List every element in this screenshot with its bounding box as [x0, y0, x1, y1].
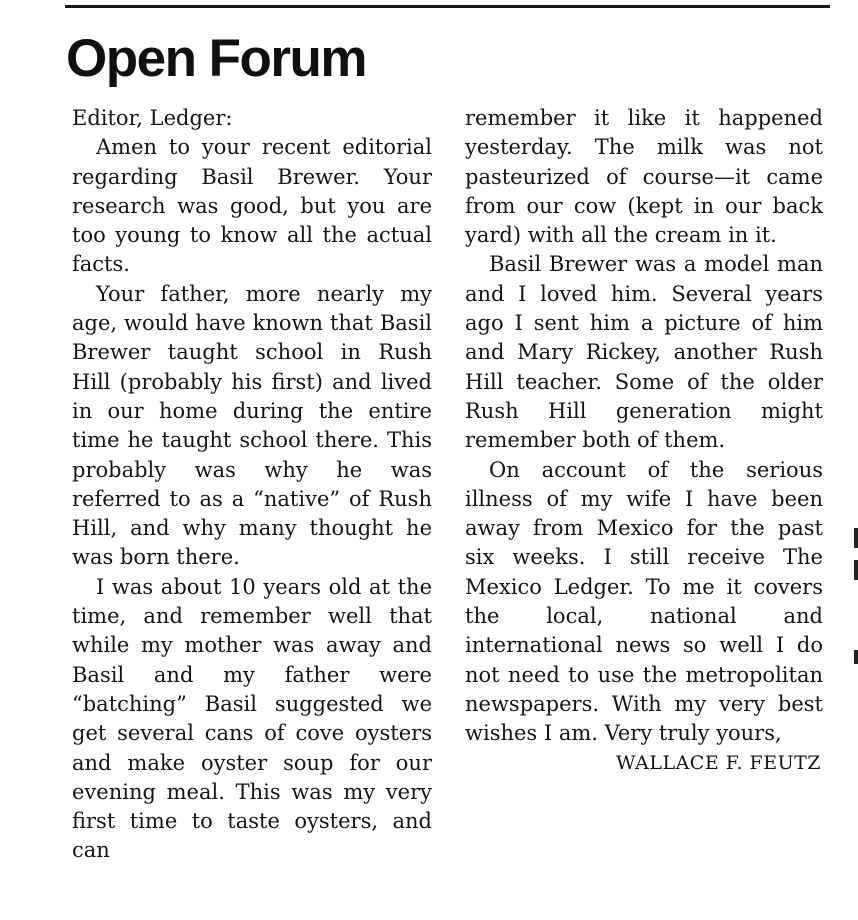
- salutation: Editor, Ledger:: [72, 106, 233, 130]
- paragraph: I was about 10 years old at the time, and remember well that while my mother was away and Basil and my father were “batching” Basil suggested we get several cans of cove oysters and make oyster soup for our evening meal. This was my very first time to taste oysters, and can: [72, 574, 432, 863]
- edge-mark: [854, 650, 858, 664]
- top-rule: [65, 5, 830, 8]
- paragraph-continued: remember it like it happened yesterday. The milk was not pasteurized of course—it came from our cow (kept in our back yard) with all the cream in it.: [465, 106, 823, 248]
- paragraph: On account of the serious illness of my wife I have been away from Mexico for the past six weeks. I still receive The Mexico Ledger. To me it covers the local, national and international news so well I do not need to use the metropolitan newspapers. With my very best wishes I am. Very truly yours,: [465, 457, 823, 746]
- page-title: Open Forum: [66, 29, 367, 88]
- paragraph: Amen to your recent editorial regarding Basil Brewer. Your research was good, but you are too young to know all the actual facts.: [72, 135, 432, 277]
- right-column: [465, 104, 823, 778]
- edge-mark: [854, 560, 858, 580]
- paragraph: Your father, more nearly my age, would have known that Basil Brewer taught school in Rush Hill (probably his first) and lived in our home during the entire time he taught school there. This probably was why he was referred to as a “native” of Rush Hill, and why many thought he was born there.: [72, 281, 432, 570]
- signature: WALLACE F. FEUTZ: [616, 751, 821, 774]
- left-column: [72, 104, 432, 866]
- edge-mark: [854, 528, 858, 548]
- paragraph: Basil Brewer was a model man and I loved him. Several years ago I sent him a picture of him and Mary Rickey, another Rush Hill teacher. Some of the older Rush Hill generation might remember both of them.: [465, 252, 823, 453]
